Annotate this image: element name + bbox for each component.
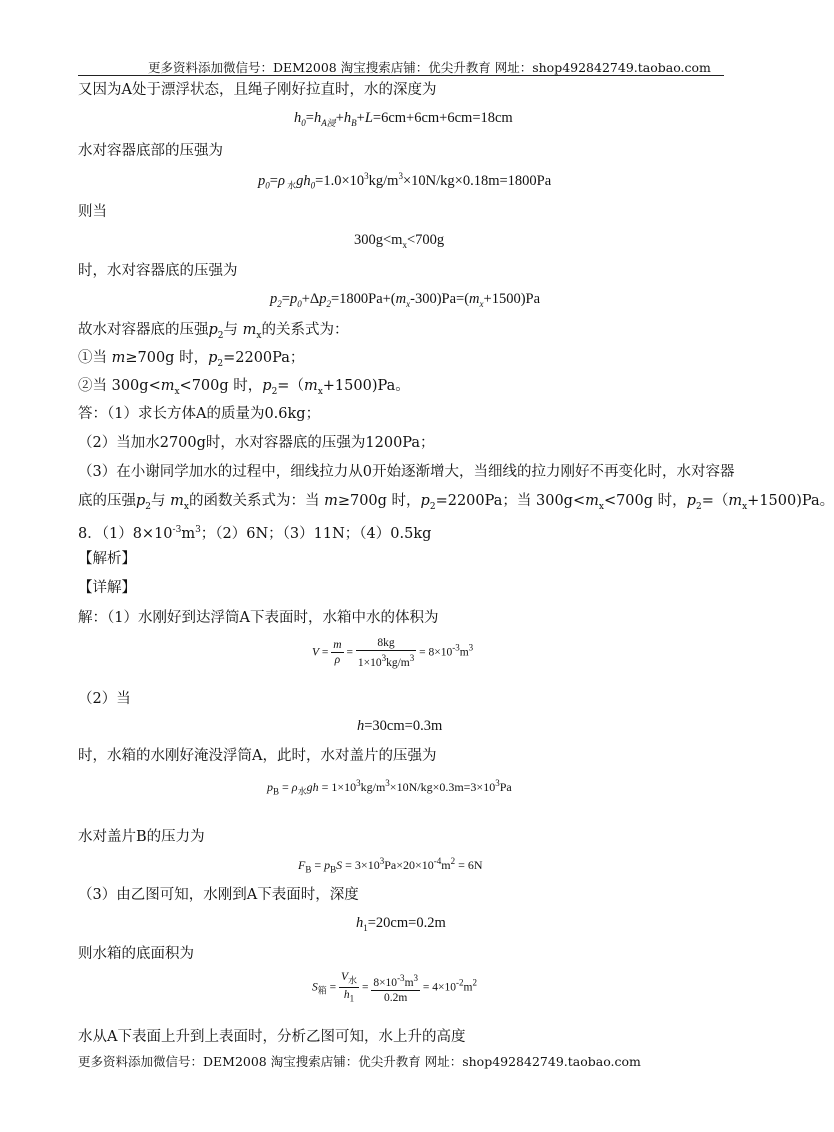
- text-line: （3）由乙图可知，水刚到A下表面时，深度: [78, 887, 359, 903]
- text-line: 则当: [78, 204, 107, 220]
- answer-line: 8．$(1)8\times 10^{-3}m^3$；（2）6N；（3）11N；（4）0.5kg: [78, 525, 432, 542]
- text-line: （2）当: [78, 691, 131, 707]
- equation-depth: $h_0=h_{A浸}+h_B+L=6cm+6cm+6cm=18cm$: [294, 110, 513, 128]
- equation-pressure-pb: $p_B = \rho_水gh = 1\times 10^3kg/m^3\times 10N/kg\times 0.3m=3\times 10^3Pa$: [267, 778, 512, 797]
- equation-pressure-p2: $p_2=p_0+\Delta p_2=1800Pa+(m_x-300)Pa=(m_x+1500)Pa$: [270, 291, 541, 309]
- text-line: （3）在小谢同学加水的过程中，细线拉力从0开始逐渐增大，当细线的拉力刚好不再变化时，水对容器: [78, 464, 735, 480]
- equation-height: h=30cm=0.3m: [357, 718, 443, 734]
- equation-area: $S_箱$ = $\frac{V_水}{h_1}$ = $\frac{8\times 10^{-3}m^3}{0.2m}$ = $4\times 10^{-2}m^2$: [312, 971, 477, 1004]
- equation-force-fb: $F_B = p_BS = 3\times 10^3Pa\times 20\times 10^{-4}m^2 = 6N$: [298, 856, 483, 875]
- page-header: 更多资料添加微信号：DEM2008 淘宝搜索店铺：优尖升教育 网址：shop492842749.taobao.com: [148, 60, 711, 75]
- text-line: 时，水对容器底的压强为: [78, 263, 238, 279]
- text-line: 水对容器底部的压强为: [78, 143, 223, 159]
- text-line: 时，水箱的水刚好淹没浮筒A，此时，水对盖片的压强为: [78, 748, 437, 764]
- text-line: 又因为A处于漂浮状态，且绳子刚好拉直时，水的深度为: [78, 82, 437, 98]
- text-line: 答：（1）求长方体A的质量为0.6kg；: [78, 406, 321, 422]
- equation-depth-h1: $h_1=20cm=0.2m$: [356, 915, 446, 933]
- equation-range: $300g<m_x<700g$: [354, 232, 445, 250]
- text-line: ①当 m≥700g 时，$p_2=2200Pa$；: [78, 350, 305, 369]
- text-line: 解：（1）水刚好到达浮筒A下表面时，水箱中水的体积为: [78, 610, 439, 626]
- text-line: 水对盖片B的压力为: [78, 829, 205, 845]
- text-line: 则水箱的底面积为: [78, 946, 194, 962]
- text-line: 故水对容器底的压强$p_2$与 $m_x$的关系式为：: [78, 322, 349, 341]
- equation-pressure-p0: $p_0=\rho$ $_水gh_0=1.0\times 10^3kg/m^3\times 10N/kg\times 0.18m=1800Pa$: [258, 171, 552, 191]
- section-detail: 【详解】: [78, 580, 136, 596]
- section-analysis: 【解析】: [78, 551, 136, 567]
- page-footer: 更多资料添加微信号：DEM2008 淘宝搜索店铺：优尖升教育 网址：shop492842749.taobao.com: [78, 1054, 641, 1069]
- text-line: ②当 $300g<m_x<700g$ 时，$p_2=(m_x+1500)Pa$。: [78, 378, 410, 397]
- equation-volume: V = $\frac{m}{\rho}$ = $\frac{8kg}{1\times 10^3kg/m^3}$ = $8\times 10^{-3}m^3$: [312, 637, 474, 669]
- header-rule: [78, 75, 724, 76]
- text-line: 水从A下表面上升到上表面时，分析乙图可知，水上升的高度: [78, 1029, 466, 1045]
- text-line: 底的压强$p_2$与 $m_x$的函数关系式为：当 m≥700g 时，$p_2=2200Pa$；当 $300g<m_x<700g$ 时，$p_2=(m_x+1500)Pa$。: [78, 493, 834, 512]
- text-line: （2）当加水2700g时，水对容器底的压强为1200Pa；: [78, 435, 435, 451]
